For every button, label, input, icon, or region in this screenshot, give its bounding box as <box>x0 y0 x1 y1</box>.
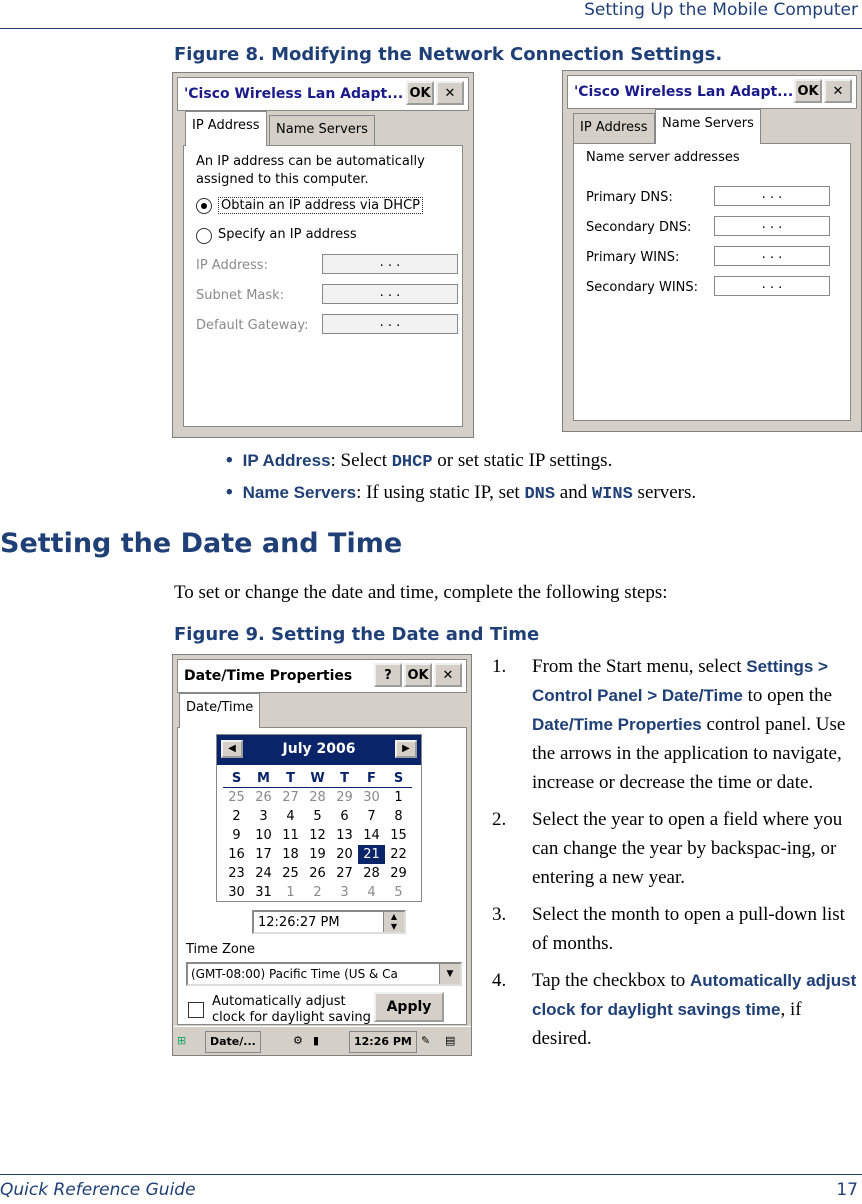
calendar-day[interactable]: 13 <box>336 828 353 843</box>
calendar-day[interactable]: 5 <box>313 809 322 824</box>
network-name-servers-screen <box>562 70 862 432</box>
step-number: 3. <box>492 904 507 925</box>
calendar-day[interactable]: 21 <box>358 845 385 864</box>
taskbar-app-button[interactable]: Date/... <box>205 1031 261 1053</box>
weekday-label: T <box>331 769 358 788</box>
menu-path: Settings > Control Panel > Date/Time <box>532 657 828 705</box>
ip-dots: . . . <box>379 285 401 300</box>
calendar-day[interactable]: 29 <box>336 790 353 805</box>
dhcp-radio[interactable] <box>196 198 212 214</box>
bullet-text: : Select <box>330 450 392 471</box>
footer-title: Quick Reference Guide <box>0 1180 196 1200</box>
calendar-day[interactable]: 26 <box>255 790 272 805</box>
subnet-mask-label: Subnet Mask: <box>196 288 285 303</box>
calendar-day[interactable]: 27 <box>282 790 299 805</box>
ip-address-field <box>322 254 458 274</box>
window-title: Date/Time Properties <box>184 668 353 684</box>
calendar-day[interactable]: 11 <box>282 828 299 843</box>
calendar-day[interactable]: 29 <box>390 866 407 881</box>
calendar-week-row <box>223 788 412 807</box>
auto-adjust-line-1: Automatically adjust <box>212 994 346 1009</box>
taskbar-clock[interactable]: 12:26 PM <box>349 1031 417 1053</box>
calendar-day[interactable]: 4 <box>286 809 295 824</box>
default-gateway-label: Default Gateway: <box>196 318 309 333</box>
calendar-day[interactable]: 26 <box>309 866 326 881</box>
ip-dots: . . . <box>761 217 783 232</box>
step-text: From the Start menu, select <box>532 656 747 677</box>
network-icon[interactable]: ⚙ <box>293 1034 303 1047</box>
calendar-day[interactable]: 14 <box>363 828 380 843</box>
calendar-day[interactable]: 10 <box>255 828 272 843</box>
calendar-day[interactable]: 1 <box>394 790 403 805</box>
bullet-name-servers <box>226 478 696 509</box>
calendar-day[interactable]: 5 <box>394 885 403 900</box>
ok-button[interactable]: OK <box>404 663 432 687</box>
calendar-day[interactable]: 30 <box>228 885 245 900</box>
subnet-mask-field <box>322 284 458 304</box>
secondary-dns-field[interactable] <box>714 216 830 236</box>
calendar-day[interactable]: 23 <box>228 866 245 881</box>
calendar-day[interactable]: 7 <box>367 809 376 824</box>
bullet-ip-address <box>226 446 612 477</box>
static-ip-radio[interactable] <box>196 228 212 244</box>
calendar-day[interactable]: 28 <box>363 866 380 881</box>
static-ip-radio-label[interactable]: Specify an IP address <box>218 227 357 242</box>
tab-date-time[interactable]: Date/Time <box>179 693 260 728</box>
month-calendar[interactable] <box>216 734 422 902</box>
step-3 <box>492 900 858 958</box>
calendar-day[interactable]: 24 <box>255 866 272 881</box>
chevron-down-icon[interactable]: ▼ <box>439 964 460 984</box>
tab-panel <box>573 143 851 421</box>
weekday-label: S <box>385 769 412 788</box>
calendar-week-row <box>223 864 412 883</box>
close-icon[interactable]: ✕ <box>824 79 852 103</box>
taskbar <box>173 1026 471 1055</box>
bullet-dot: • <box>226 482 233 503</box>
window-title: 'Cisco Wireless Lan Adapt... <box>184 86 404 102</box>
description-line-1: An IP address can be automatically <box>196 154 425 169</box>
header-rule <box>0 28 862 29</box>
bullet-dot: • <box>226 450 233 471</box>
calendar-day[interactable]: 6 <box>340 809 349 824</box>
auto-adjust-checkbox[interactable] <box>188 1002 204 1018</box>
step-number: 2. <box>492 809 507 830</box>
calendar-week-row <box>223 845 412 864</box>
calendar-grid <box>223 769 412 902</box>
section-title: Setting the Date and Time <box>0 528 403 559</box>
step-text: Select the year to open a field where you can change the year by backspac-ing, or entering a new year. <box>532 809 843 888</box>
title-bar <box>177 659 467 693</box>
calendar-day[interactable]: 2 <box>313 885 322 900</box>
calendar-day[interactable]: 22 <box>390 847 407 862</box>
calendar-day[interactable]: 8 <box>394 809 403 824</box>
calendar-month[interactable]: July 2006 <box>282 741 356 757</box>
start-icon[interactable]: ⊞ <box>177 1034 187 1047</box>
keyword-ip-address: IP Address <box>242 451 331 470</box>
section-intro: To set or change the date and time, complete the following steps: <box>174 582 668 603</box>
time-zone-value: (GMT-08:00) Pacific Time (US & Ca <box>191 967 398 981</box>
calendar-day[interactable]: 17 <box>255 847 272 862</box>
ip-dots: . . . <box>761 187 783 202</box>
weekday-label: S <box>223 769 250 788</box>
network-ip-address-screen <box>172 72 474 438</box>
calendar-week-row <box>223 883 412 902</box>
auto-adjust-line-2: clock for daylight saving <box>212 1010 371 1025</box>
window-title: 'Cisco Wireless Lan Adapt... <box>574 84 794 100</box>
date-time-properties-screen <box>172 654 472 1056</box>
apply-button[interactable]: Apply <box>374 992 444 1022</box>
steps-list <box>492 652 858 1053</box>
calendar-day[interactable]: 3 <box>340 885 349 900</box>
calendar-day[interactable]: 9 <box>232 828 241 843</box>
code-dhcp: DHCP <box>391 453 433 472</box>
weekday-label: T <box>277 769 304 788</box>
calendar-day[interactable]: 28 <box>309 790 326 805</box>
time-value: 12:26:27 PM <box>258 915 340 930</box>
ip-dots: . . . <box>379 255 401 270</box>
step-text: Tap the checkbox to <box>532 970 691 991</box>
option-name: Automatically adjust clock for daylight savings time <box>532 971 857 1019</box>
weekday-label: M <box>250 769 277 788</box>
calendar-header <box>217 735 421 765</box>
calendar-day[interactable]: 18 <box>282 847 299 862</box>
close-icon[interactable]: ✕ <box>434 663 462 687</box>
page-number: 17 <box>836 1180 858 1200</box>
step-1 <box>492 652 858 797</box>
name-server-heading: Name server addresses <box>586 150 740 165</box>
step-text: , if desired. <box>532 999 802 1049</box>
calendar-day[interactable]: 25 <box>228 790 245 805</box>
tab-ip-address[interactable]: IP Address <box>573 113 655 143</box>
calendar-day[interactable]: 2 <box>232 809 241 824</box>
time-spinner-icon[interactable]: ▲ ▼ <box>383 912 404 932</box>
time-field[interactable] <box>252 910 406 934</box>
title-bar <box>567 75 857 109</box>
figure-8-caption: Figure 8. Modifying the Network Connection Settings. <box>174 44 723 65</box>
description-line-2: assigned to this computer. <box>196 172 369 187</box>
figure-9-caption: Figure 9. Setting the Date and Time <box>174 624 540 645</box>
calendar-day[interactable]: 20 <box>336 847 353 862</box>
calendar-weekday-row <box>223 769 412 788</box>
secondary-wins-field[interactable] <box>714 276 830 296</box>
ok-button[interactable]: OK <box>794 79 822 103</box>
primary-dns-field[interactable] <box>714 186 830 206</box>
secondary-dns-label: Secondary DNS: <box>586 220 692 235</box>
weekday-label: F <box>358 769 385 788</box>
tab-panel <box>183 145 463 427</box>
tab-name-servers[interactable]: Name Servers <box>655 109 761 144</box>
tab-name-servers[interactable]: Name Servers <box>269 115 375 145</box>
calendar-day[interactable]: 4 <box>367 885 376 900</box>
time-zone-label: Time Zone <box>186 942 256 957</box>
secondary-wins-label: Secondary WINS: <box>586 280 699 295</box>
time-zone-select[interactable] <box>186 962 462 986</box>
ip-address-label: IP Address: <box>196 258 268 273</box>
calendar-week-row <box>223 807 412 826</box>
weekday-label: W <box>304 769 331 788</box>
step-text: Select the month to open a pull-down list of months. <box>532 904 845 954</box>
calendar-day[interactable]: 25 <box>282 866 299 881</box>
calendar-day[interactable]: 31 <box>255 885 272 900</box>
control-panel-name: Date/Time Properties <box>532 715 702 734</box>
calendar-week-row <box>223 826 412 845</box>
bullet-text: or set static IP settings. <box>432 450 613 471</box>
ip-dots: . . . <box>379 315 401 330</box>
step-text: to open the <box>742 685 833 706</box>
footer-rule <box>0 1174 862 1175</box>
calendar-day[interactable]: 3 <box>259 809 268 824</box>
bullet-text: servers. <box>632 482 697 503</box>
calendar-day[interactable]: 16 <box>228 847 245 862</box>
help-button[interactable]: ? <box>374 663 402 687</box>
step-2 <box>492 805 858 892</box>
primary-wins-field[interactable] <box>714 246 830 266</box>
bullet-text: : If using static IP, set <box>356 482 525 503</box>
next-month-icon[interactable]: ▶ <box>395 740 417 758</box>
step-number: 4. <box>492 970 507 991</box>
battery-icon[interactable]: ▮ <box>313 1034 320 1047</box>
calendar-day[interactable]: 15 <box>390 828 407 843</box>
dhcp-radio-label[interactable]: Obtain an IP address via DHCP <box>218 197 423 214</box>
ip-dots: . . . <box>761 277 783 292</box>
step-number: 1. <box>492 656 507 677</box>
running-header: Setting Up the Mobile Computer <box>584 0 858 20</box>
title-bar <box>177 77 469 111</box>
step-text: control panel. Use the arrows in the application to navigate, increase or decrease the time or date. <box>532 714 846 793</box>
ip-dots: . . . <box>761 247 783 262</box>
default-gateway-field <box>322 314 458 334</box>
code-dns: DNS <box>524 485 556 504</box>
calendar-day[interactable]: 1 <box>286 885 295 900</box>
close-icon[interactable]: ✕ <box>436 81 464 105</box>
calendar-day[interactable]: 19 <box>309 847 326 862</box>
step-4 <box>492 966 858 1053</box>
calendar-day[interactable]: 27 <box>336 866 353 881</box>
desktop-icon[interactable]: ▤ <box>445 1034 456 1047</box>
keyword-name-servers: Name Servers <box>242 483 357 502</box>
bullet-text: and <box>555 482 592 503</box>
primary-wins-label: Primary WINS: <box>586 250 680 265</box>
pen-icon[interactable]: ✎ <box>421 1034 431 1047</box>
prev-month-icon[interactable]: ◀ <box>221 740 243 758</box>
tab-panel <box>177 727 467 1025</box>
primary-dns-label: Primary DNS: <box>586 190 673 205</box>
code-wins: WINS <box>591 485 633 504</box>
calendar-day[interactable]: 12 <box>309 828 326 843</box>
ok-button[interactable]: OK <box>406 81 434 105</box>
calendar-day[interactable]: 30 <box>363 790 380 805</box>
tab-ip-address[interactable]: IP Address <box>185 111 267 146</box>
